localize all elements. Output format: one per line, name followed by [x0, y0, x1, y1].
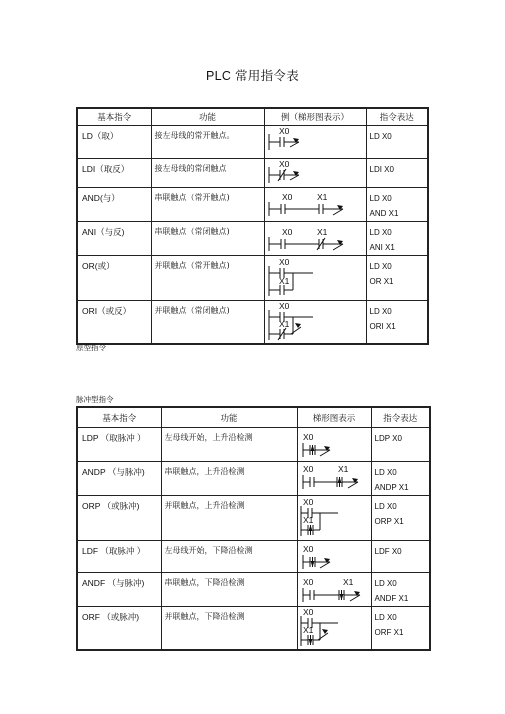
ladder-diagram — [265, 222, 367, 255]
ladder-cell — [264, 301, 366, 345]
header-expression: 指令表达 — [366, 108, 428, 126]
ladder-cell — [297, 541, 371, 573]
contact-label-x0: X0 — [281, 192, 292, 202]
contact-label-x0: X0 — [302, 464, 313, 474]
ladder-cell — [264, 159, 366, 188]
contact-label-x0: X0 — [278, 257, 289, 267]
expression-cell: LD X0 ORI X1 — [366, 301, 428, 345]
table-row — [77, 607, 430, 651]
contact-label-x1: X1 — [342, 577, 353, 587]
falling-edge-icon — [308, 635, 312, 645]
ladder-cell — [297, 496, 371, 541]
ladder-diagram — [265, 159, 367, 187]
ladder-diagram — [265, 188, 367, 221]
ladder-diagram — [298, 573, 372, 605]
contact-label-x0: X0 — [278, 301, 289, 311]
instruction-cell: LDI（取反） — [77, 159, 151, 188]
function-cell: 接左母线的常开触点。 — [151, 126, 264, 159]
function-cell: 并联触点，下降沿检测 — [161, 607, 297, 651]
contact-label-x0: X0 — [278, 159, 289, 169]
ladder-diagram — [298, 496, 372, 540]
falling-edge-icon — [310, 557, 314, 567]
function-cell: 串联触点（常开触点) — [151, 188, 264, 222]
function-cell: 串联触点，下降沿检测 — [161, 573, 297, 607]
contact-label-x0: X0 — [302, 497, 313, 507]
table-row — [77, 428, 430, 462]
falling-edge-icon — [339, 590, 343, 600]
function-cell: 左母线开始，上升沿检测 — [161, 428, 297, 462]
instruction-cell: ORP （或脉冲) — [77, 496, 161, 541]
ladder-diagram — [265, 256, 367, 300]
expression-cell: LD X0 OR X1 — [366, 256, 428, 301]
function-cell: 并联触点，上升沿检测 — [161, 496, 297, 541]
ladder-cell — [297, 428, 371, 462]
table-row — [77, 159, 428, 188]
contact-label-x0: X0 — [302, 544, 313, 554]
instruction-cell: AND(与） — [77, 188, 151, 222]
page-title: PLC 常用指令表 — [206, 69, 299, 83]
expression-cell: LDF X0 — [371, 541, 430, 573]
table-row — [77, 573, 430, 607]
expression-cell: LD X0 — [366, 126, 428, 159]
instruction-cell: LDP （取脉冲 ） — [77, 428, 161, 462]
table-row — [77, 126, 428, 159]
ladder-diagram — [265, 301, 367, 343]
ladder-cell — [264, 222, 366, 256]
instruction-cell: ANDF （与脉冲) — [77, 573, 161, 607]
ladder-cell — [297, 607, 371, 651]
expression-cell: LD X0 ORP X1 — [371, 496, 430, 541]
header-function: 功能 — [161, 407, 297, 428]
function-cell: 左母线开始，下降沿检测 — [161, 541, 297, 573]
contact-label-x1: X1 — [278, 319, 289, 329]
arrow-icon — [350, 591, 360, 601]
header-ladder: 例（梯形图表示） — [264, 108, 366, 126]
expression-cell: LD X0 ANDF X1 — [371, 573, 430, 607]
ladder-diagram — [265, 126, 367, 158]
header-ladder: 梯形图表示 — [297, 407, 371, 428]
ladder-cell — [264, 126, 366, 159]
caption-pulse: 脉冲型指令 — [76, 395, 114, 404]
contact-label-x0: X0 — [281, 227, 292, 237]
arrow-icon — [348, 478, 358, 488]
rising-edge-icon — [310, 445, 314, 455]
header-instruction: 基本指令 — [77, 108, 151, 126]
instruction-cell: ANDP （与脉冲) — [77, 462, 161, 496]
header-function: 功能 — [151, 108, 264, 126]
basic-instruction-table — [76, 107, 429, 345]
rising-edge-icon — [337, 477, 341, 487]
contact-label-x1: X1 — [302, 625, 313, 635]
ladder-diagram — [298, 607, 372, 649]
pulse-instruction-table — [76, 406, 431, 651]
table-row — [77, 222, 428, 256]
instruction-cell: ANI（与反) — [77, 222, 151, 256]
arrow-icon — [333, 205, 343, 215]
ladder-cell — [264, 188, 366, 222]
contact-label-x0: X0 — [278, 126, 289, 136]
instruction-cell: OR(或） — [77, 256, 151, 301]
ladder-diagram — [298, 541, 372, 572]
ladder-diagram — [298, 428, 372, 461]
contact-label-x1: X1 — [316, 227, 327, 237]
ladder-cell — [297, 573, 371, 607]
function-cell: 接左母线的常闭触点 — [151, 159, 264, 188]
contact-label-x0: X0 — [302, 607, 313, 617]
ladder-diagram — [298, 462, 372, 492]
contact-label-x1: X1 — [302, 515, 313, 525]
function-cell: 串联触点，上升沿检测 — [161, 462, 297, 496]
function-cell: 并联触点（常开触点) — [151, 256, 264, 301]
header-instruction: 基本指令 — [77, 407, 161, 428]
function-cell: 串联触点（常闭触点) — [151, 222, 264, 256]
table-row — [77, 256, 428, 301]
ladder-cell — [264, 256, 366, 301]
expression-cell: LD X0 ANDP X1 — [371, 462, 430, 496]
expression-cell: LDI X0 — [366, 159, 428, 188]
instruction-cell: LD（取） — [77, 126, 151, 159]
function-cell: 并联触点（常闭触点) — [151, 301, 264, 345]
table-row — [77, 496, 430, 541]
ladder-cell — [297, 462, 371, 496]
expression-cell: LD X0 AND X1 — [366, 188, 428, 222]
expression-cell: LD X0 ANI X1 — [366, 222, 428, 256]
instruction-cell: LDF （取脉冲 ） — [77, 541, 161, 573]
table-row — [77, 188, 428, 222]
table-row — [77, 301, 428, 345]
arrow-icon — [320, 558, 330, 568]
contact-label-x0: X0 — [302, 577, 313, 587]
caption-basic: 原型指令 — [76, 343, 106, 352]
contact-label-x1: X1 — [278, 276, 289, 286]
table-row — [77, 541, 430, 573]
table-row — [77, 462, 430, 496]
contact-label-x1: X1 — [337, 464, 348, 474]
contact-label-x1: X1 — [316, 192, 327, 202]
header-expression: 指令表达 — [371, 407, 430, 428]
expression-cell: LD X0 ORF X1 — [371, 607, 430, 651]
arrow-icon — [333, 240, 343, 250]
instruction-cell: ORI（或反） — [77, 301, 151, 345]
table-header-row — [77, 108, 428, 126]
arrow-icon — [320, 446, 330, 456]
table-header-row — [77, 407, 430, 428]
expression-cell: LDP X0 — [371, 428, 430, 462]
instruction-cell: ORF （或脉冲) — [77, 607, 161, 651]
contact-label-x0: X0 — [302, 432, 313, 442]
rising-edge-icon — [308, 525, 312, 535]
